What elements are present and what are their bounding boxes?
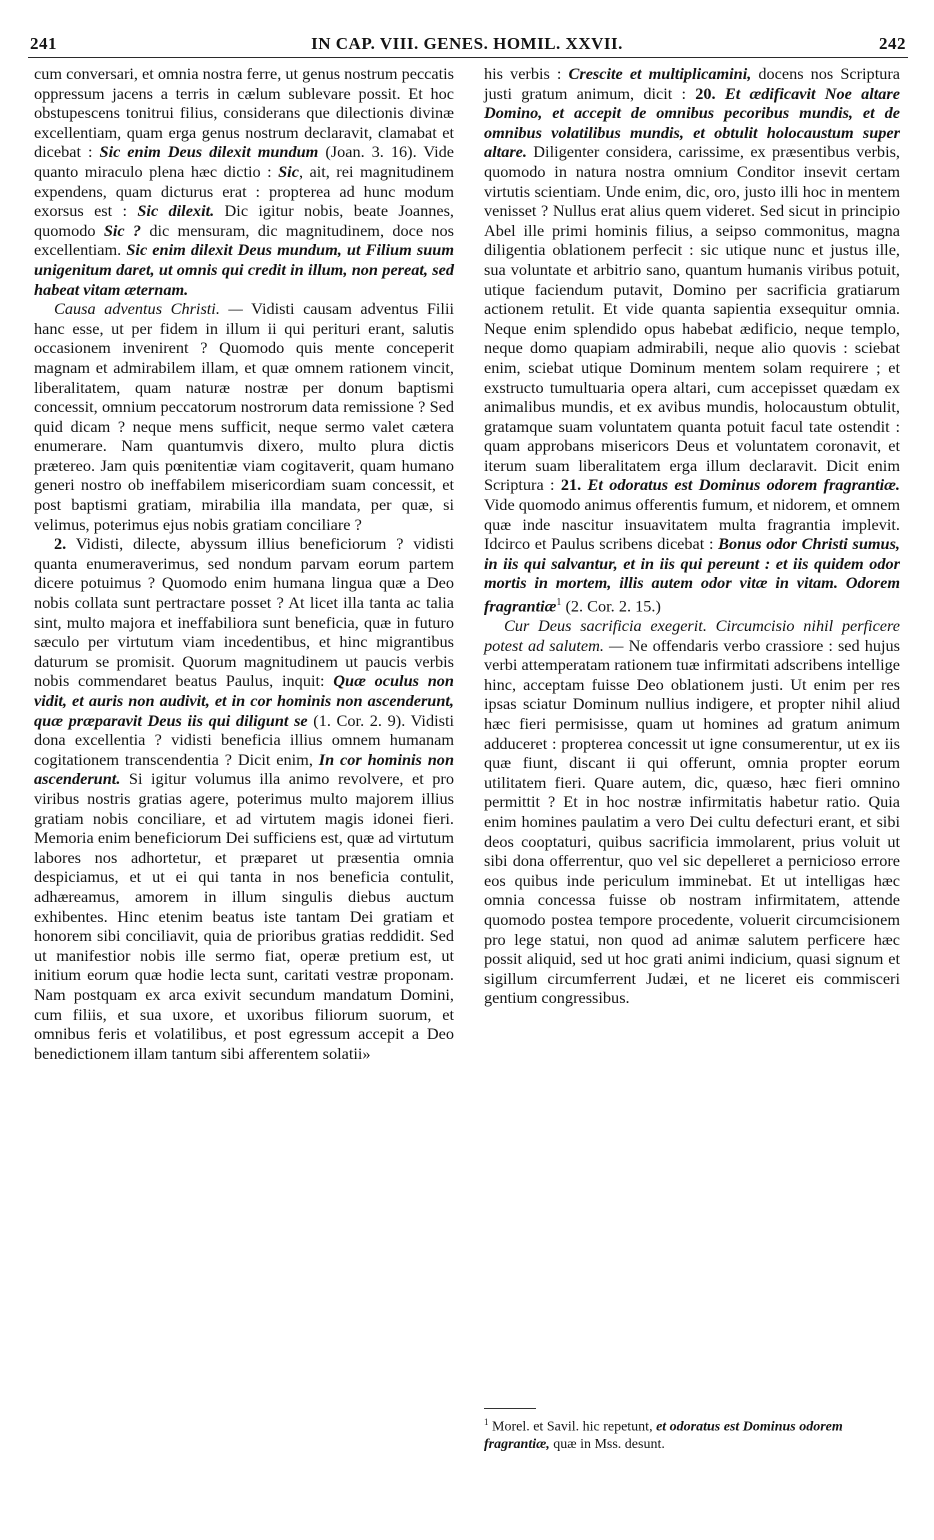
paragraph: cum conversari, et omnia nostra ferre, ut genus nostrum peccatis oppressum jacens a terris in cælum sublevare possit. Et hoc obstupescens tonitrui filius, considerans que dilectionis divinæ excellentiam, quam erga genus nostrum declaravit, clamabat et dicebat : Sic enim Deus dilexit mundum (Joan. 3. 16). Vide quanto miraculo plena hæc dictio : Sic, ait, rei magnitudinem expendens, quam dicturus erat : propterea ad hunc modum exorsus est : Sic dilexit. Dic igitur nobis, beate Joannes, quomodo Sic ? dic mensuram, dic magnitudinem, doce nos excellentiam. Sic enim dilexit Deus mundum, ut Filium suum unigenitum daret, ut omnis qui credit in illum, non pereat, sed habeat vitam æternam.	[34, 64, 455, 299]
verse-number: 20.	[695, 83, 716, 103]
paragraph: Cur Deus sacrificia exegerit. Circumcisio nihil perficere potest ad salutem. — Ne offendaris verbo crassiore : sed hujus verbi attemperatam rationem tuæ infirmitati adscribens intellige hinc, acceptam fuisse Deo oblationem justi. Ut enim per res ipsas sciatur Dominum nullius indigere, et propter nihil aliud hæc fieri permisisse, quam ut homines ad gratum animum adduceret : propterea concessit ut igne consumerentur, ut ex iis quæ fiunt, discant ii qui offerunt, omnia propter eorum utilitatem fieri. Quare autem, dic, quæso, hæc fieri omnino permittit ? Et in hoc nostræ infirmitatis habetur ratio. Quia enim homines paulatim a vero Dei cultu defecturi erant, et sibi deos cooptaturi, quibus sacrificia immolarent, prius voluit ut sibi dona offerrentur, quo vel sic depelleret a pernicioso errore eos quibus inde periculum imminebat. Et ut intelligas hæc omnia concessa fuisse ob nostram infirmitatem, attende quomodo postea tempore procedente, voluerit circumcisionem pro lege statui, non quod ad animæ salutem perficere hæc possit aliquid, sed ut hoc grati animi indicium, quasi signum et sigillum circumferrent Judæi, et ne liceret eis commisceri gentium congressibus.	[484, 616, 901, 1008]
section-heading: Cur Deus sacrificia exegerit. Circumcisio nihil perficere potest ad salutem. —	[484, 616, 900, 655]
running-header	[22, 34, 912, 58]
footnote-marker: 1	[556, 597, 562, 609]
paragraph: 2. Vidisti, dilecte, abyssum illius beneficiorum ? vidisti quanta enumeraverimus, sed nondum parvam eorum partem dicere potuimus ? Quomodo enim humana lingua quæ a Deo nobis collata sunt pertractare posset ? At licet illa tanta ac talia sint, multo majora et ineffabiliora sunt beneficia, quæ in futuro sæculo per virtutum viam incedentibus, et hinc migrantibus daturum se promisit. Quorum magnitudinem ut paucis verbis nobis commendaret beatus Paulus, inquit: Quæ oculus non vidit, et auris non audivit, et in cor hominis non ascenderunt, quæ præparavit Deus iis qui diligunt se (1. Cor. 2. 9). Vidisti dona excellentia ? vidisti beneficia illius omnem humanam cogitationem transcendentia ? Dicit enim, In cor hominis non ascenderunt. Si igitur volumus illa animo revolvere, et pro viribus nostris gratias agere, poterimus multo majorem illius gratiam nobis conciliare, et ad virtutem magis idonei fieri. Memoria enim beneficiorum Dei sufficiens est, quæ ad virtutum labores nos adhortetur, et præparet ut præsentia omnia despiciamus, et ut ei qui tanta in nos beneficia contulit, adhæreamus, amorem in illum singulis diebus auctum exhibentes. Hinc etenim beatus iste tantam Dei gratiam et honorem sibi conciliavit, quia de prioribus gratias reddidit. Sed ut manifestior nobis ille sermo fiat, operæ pretium est, ut initium eorum quæ hodie lecta sunt, caritati vestræ proponam. Nam postquam ex arca exivit secundum mandatum Domini, cum filiis, et sua uxore, et uxoribus filiorum suorum, et omnibus feris et volatilibus, et post egressum accepit a Deo benedictionem illam tantum sibi afferentem solatii»	[34, 534, 455, 1063]
page-number-left: 241	[30, 34, 57, 53]
footnote-number: 1	[484, 1417, 489, 1427]
page-number-right: 242	[879, 34, 906, 53]
verse-number: 21.	[560, 475, 582, 495]
footnote: $^1$ Morel. et Savil. hic repetunt, et odoratus est Dominus odorem fragrantiæ, quæ in Mss. desunt.	[484, 1417, 843, 1452]
section-heading: Causa adventus Christi. —	[54, 299, 243, 319]
paragraph: Causa adventus Christi. — Vidisti causam adventus Filii hanc esse, ut per fidem in illum ii qui perituri erant, salutis occasionem invenirent ? Quomodo quis mente conceperit magnam et admirabilem illam, et quæ omnem rationem vincit, liberalitatem, quam naturæ nostræ per donum baptismi concessit, omnium peccatorum nostrorum data remissione ? Sed quid dicam ? neque mens sufficit, neque sermo valet cætera enumerare. Nam quantumvis dixero, multo plura dictis prætereo. Jam quis pœnitentiæ viam cogitaverit, quam humano generi nostro ob ineffabilem misericordiam suam concessit, et post baptismi gratiam, mirabilia illa mandata, per quæ, si velimus, poterimus ejus nobis gratiam conciliare ?	[34, 299, 454, 534]
header-rule	[28, 57, 908, 58]
left-column	[34, 64, 454, 1063]
running-title: IN CAP. VIII. GENES. HOMIL. XXVII.	[311, 34, 623, 53]
section-number: 2.	[54, 534, 67, 554]
footnote-rule	[484, 1408, 536, 1409]
right-column	[484, 64, 900, 1008]
paragraph: his verbis : Crescite et multiplicamini, docens nos Scriptura justi gratum animum, dicit : 20. Et ædificavit Noe altare Domino, et accepit de omnibus pecoribus mundis, et de omnibus volatilibus mundis, et obtulit holocaustum super altare. Diligenter considera, carissime, ex præsentibus verbis, quomodo in natura nostra omnium Conditor insevit certam virtutis scientiam. Unde enim, dic, oro, justo illi hoc in mentem venisset ? Nullus erat alius quem videret. Sed sicut in principio Abel ille primi hominis filius, a seipso commonitus, magna diligentia oblationem perfecit : sic utique nunc et justus ille, sua voluntate et arbitrio sano, quantum humanis viribus potuit, utique faciendum putavit, Domino per sacrificia gratiarum actionem retulit. Et vide quanta sapientia exsequitur omnia. Neque enim splendido opus habebat ædificio, neque templo, neque domo quapiam admirabili, neque alio quovis : sciebat enim, sciebat utique Dominum mentem solam requirere ; et exstructo tumultuaria opera altari, cum accepisset quædam ex animalibus mundis, et ex avibus mundis, holocaustum obtulit, gratamque suam voluntatem quanta potuit facul tate ostendit : quam approbans misericors Deus et voluntatem coronavit, et iterum suam liberalitatem erga illum declaravit. Dicit enim Scriptura : 21. Et odoratus est Dominus odorem fragrantiæ. Vide quomodo animus offerentis fumum, et nidorem, et omnem quæ inde nascitur insuavitatem multa fragrantia implevit. Idcirco et Paulus scribens dicebat : Bonus odor Christi sumus, in iis qui salvantur, et in iis qui pereunt : et iis quidem odor mortis in mortem, illis autem odor vitæ in vitam. Odorem fragrantiæ$^1$ (2. Cor. 2. 15.)	[484, 64, 901, 616]
